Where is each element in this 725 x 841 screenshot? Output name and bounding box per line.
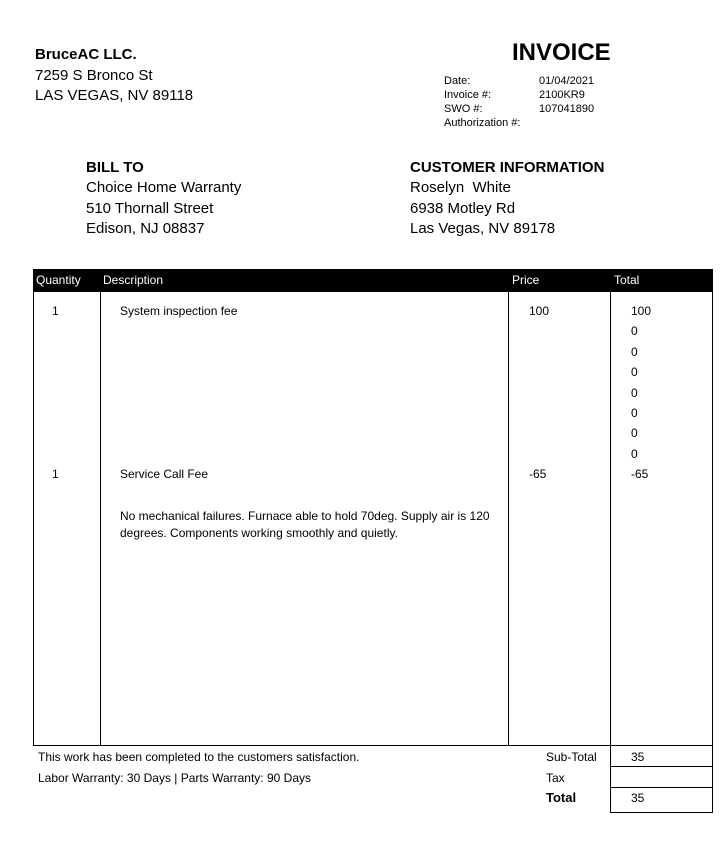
subtotal-value: 35 [631, 750, 645, 764]
invoice-number-value: 2100KR9 [539, 89, 585, 101]
customer-city: Las Vegas, NV 89178 [410, 220, 556, 237]
company-address-line1: 7259 S Bronco St [35, 67, 153, 84]
table-border-right [712, 292, 713, 813]
table-divider-price [508, 292, 509, 746]
subtotal-divider [610, 766, 713, 767]
total-value: 35 [631, 791, 645, 805]
bill-to-heading: BILL TO [86, 159, 144, 176]
table-row-2-quantity: 1 [52, 467, 59, 481]
swo-number-value: 107041890 [539, 103, 595, 115]
bill-to-city: Edison, NJ 08837 [86, 220, 205, 237]
tax-divider [610, 787, 713, 788]
blank-total-5: 0 [631, 406, 638, 420]
customer-name: Roselyn White [410, 179, 511, 196]
bill-to-street: 510 Thornall Street [86, 200, 214, 217]
date-label: Date: [444, 75, 471, 87]
service-note: No mechanical failures. Furnace able to hold 70deg. Supply air is 120 degrees. Components working smoothly and quietly. [120, 509, 490, 540]
blank-total-7: 0 [631, 447, 638, 461]
invoice-number-label: Invoice #: [444, 89, 492, 101]
table-row-2-total: -65 [631, 467, 649, 481]
col-header-price: Price [512, 273, 540, 287]
blank-total-3: 0 [631, 365, 638, 379]
company-address-line2: LAS VEGAS, NV 89118 [35, 87, 194, 104]
table-bottom-border [33, 745, 713, 746]
table-border-left [33, 292, 34, 746]
tax-label: Tax [546, 771, 565, 785]
invoice-title: INVOICE [512, 39, 611, 66]
subtotal-label: Sub-Total [546, 750, 597, 764]
table-row-2-description: Service Call Fee [120, 467, 209, 481]
customer-info-heading: CUSTOMER INFORMATION [410, 159, 605, 176]
blank-total-2: 0 [631, 345, 638, 359]
table-row-1-total: 100 [631, 304, 652, 318]
col-header-description: Description [103, 273, 164, 287]
customer-street: 6938 Motley Rd [410, 200, 516, 217]
table-row-2-price: -65 [529, 467, 547, 481]
table-divider-total [610, 292, 611, 813]
table-divider-desc [100, 292, 101, 746]
completion-note: This work has been completed to the customers satisfaction. [38, 750, 360, 764]
blank-total-6: 0 [631, 426, 638, 440]
table-row-1-quantity: 1 [52, 304, 59, 318]
col-header-total: Total [614, 273, 640, 287]
company-name: BruceAC LLC. [35, 46, 137, 63]
total-bottom-border [610, 812, 713, 813]
blank-total-1: 0 [631, 324, 638, 338]
col-header-quantity: Quantity [36, 273, 81, 287]
table-row-1-description: System inspection fee [120, 304, 238, 318]
total-label: Total [546, 790, 577, 805]
authorization-label: Authorization #: [444, 117, 521, 129]
blank-total-4: 0 [631, 386, 638, 400]
date-value: 01/04/2021 [539, 75, 595, 87]
warranty-note: Labor Warranty: 30 Days | Parts Warranty: 90 Days [38, 771, 311, 785]
bill-to-name: Choice Home Warranty [86, 179, 242, 196]
swo-number-label: SWO #: [444, 103, 483, 115]
table-row-1-price: 100 [529, 304, 550, 318]
